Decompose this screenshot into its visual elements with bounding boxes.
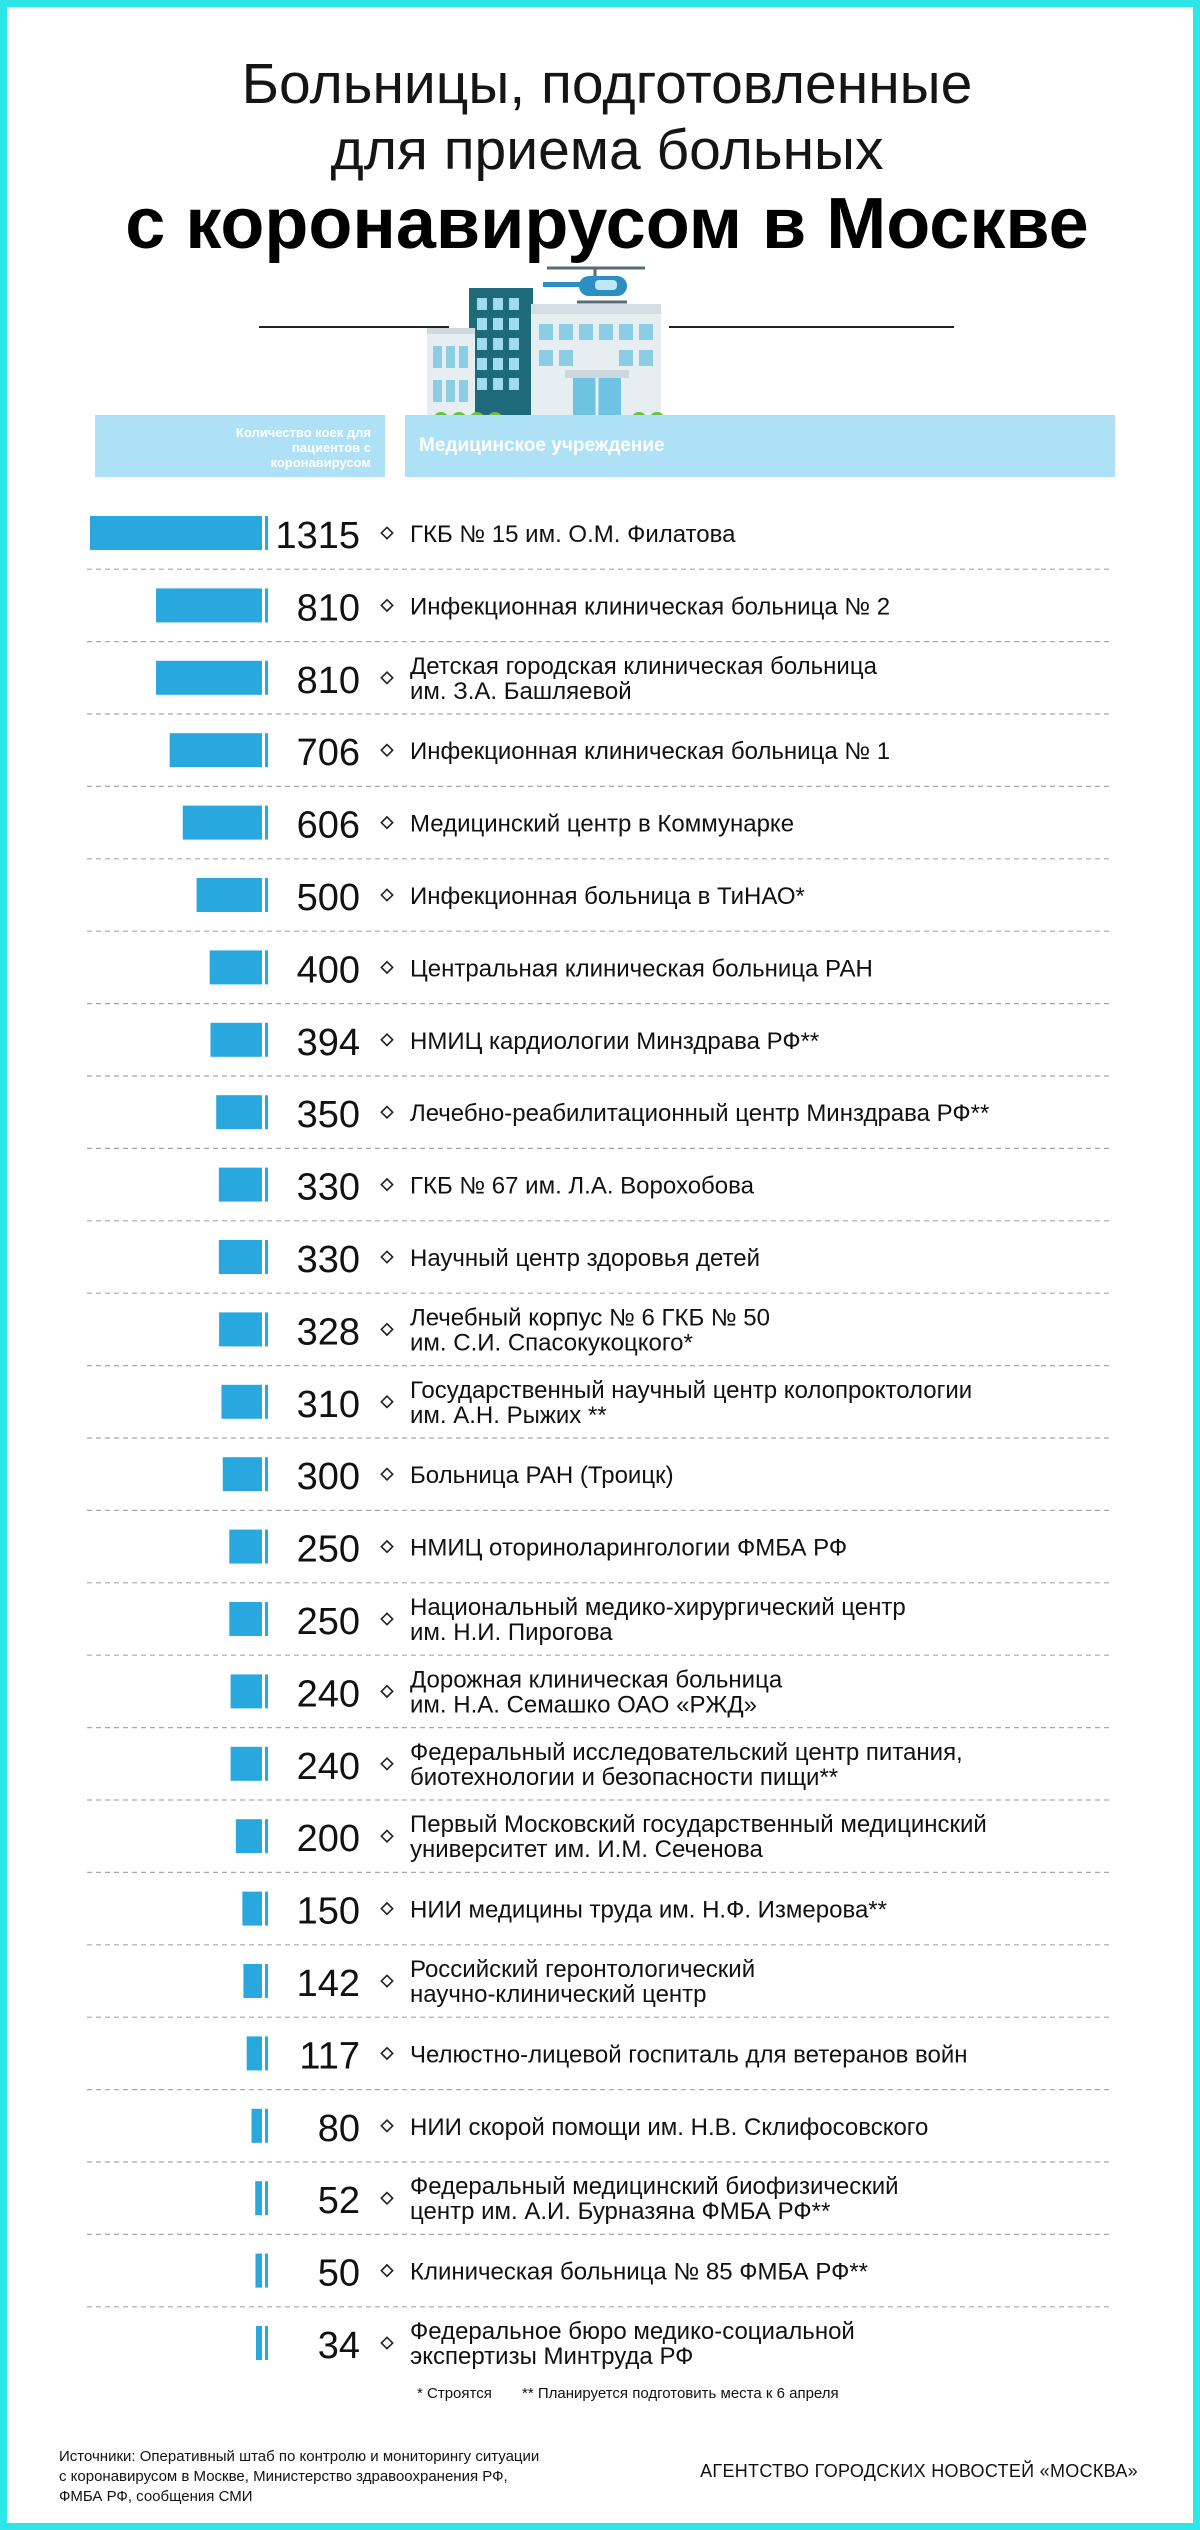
sources-line-1: Источники: Оперативный штаб по контролю и мониторингу ситуации xyxy=(59,2448,540,2465)
bullet-icon xyxy=(381,2048,392,2059)
bar xyxy=(229,1530,262,1564)
chart-row xyxy=(87,949,1109,1003)
institution-label-line: им. А.Н. Рыжих ** xyxy=(410,1401,607,1429)
bar-accent xyxy=(265,733,268,767)
institution-label: ГКБ № 15 им. О.М. Филатова xyxy=(410,521,736,548)
bar-accent xyxy=(265,1819,268,1853)
bullet-icon xyxy=(381,600,392,611)
bullet-icon xyxy=(381,1034,392,1045)
footnote-star1: * Строятся xyxy=(417,2385,492,2402)
chart-row xyxy=(87,1666,1109,1727)
institution-column-header xyxy=(405,415,1115,477)
institution-label xyxy=(410,1956,755,2008)
value-label: 150 xyxy=(296,1890,360,1933)
value-label: 240 xyxy=(296,1745,360,1788)
bullet-icon xyxy=(381,2265,392,2276)
bar xyxy=(210,950,262,984)
value-label: 394 xyxy=(296,1021,360,1064)
institution-label-line: научно-клинический центр xyxy=(410,1981,707,2008)
bar-accent xyxy=(265,2181,268,2215)
chart-row xyxy=(87,1594,1109,1655)
bar xyxy=(90,516,262,550)
bullet-icon xyxy=(381,745,392,756)
institution-label-line: Федеральный исследовательский центр питания, xyxy=(410,1738,963,1766)
bar-accent xyxy=(265,1385,268,1419)
value-label: 706 xyxy=(296,732,360,775)
value-label: 300 xyxy=(296,1456,360,1499)
bar-accent xyxy=(265,1674,268,1708)
institution-label: Лечебно-реабилитационный центр Минздрава РФ** xyxy=(410,1100,990,1128)
institution-label-line: экспертизы Минтруда РФ xyxy=(410,2343,694,2370)
institution-label: НИИ медицины труда им. Н.Ф. Измерова** xyxy=(410,1896,887,1924)
bar-accent xyxy=(265,2326,268,2360)
bar-accent xyxy=(265,806,268,840)
chart-row xyxy=(87,1094,1109,1148)
institution-label: Научный центр здоровья детей xyxy=(410,1245,761,1272)
institution-label: Челюстно-лицевой госпиталь для ветеранов войн xyxy=(410,2041,968,2069)
value-label: 34 xyxy=(317,2325,360,2367)
value-label: 330 xyxy=(296,1239,360,1281)
chart-row xyxy=(87,2035,1109,2089)
bullet-icon xyxy=(381,2193,392,2204)
institution-label: Инфекционная клиническая больница № 1 xyxy=(410,738,891,766)
title-line-1: Больницы, подготовленные xyxy=(241,52,973,116)
bullet-icon xyxy=(381,1541,392,1552)
institution-label-line: Дорожная клиническая больница xyxy=(410,1666,783,1694)
bar-accent xyxy=(265,1168,268,1202)
bar xyxy=(255,2181,262,2215)
bar xyxy=(252,2109,262,2143)
title-block xyxy=(7,51,1200,265)
beds-column-header-label: Количество коек для пациентов с коронавирусом xyxy=(235,425,371,470)
bullet-icon xyxy=(381,527,392,538)
chart-row xyxy=(87,732,1109,786)
bullet-icon xyxy=(381,1396,392,1407)
value-label: 310 xyxy=(296,1383,360,1426)
beds-column-header xyxy=(95,415,385,477)
bar-accent xyxy=(265,2254,268,2288)
bar xyxy=(156,661,262,695)
value-label: 240 xyxy=(296,1673,360,1716)
bullet-icon xyxy=(381,1324,392,1335)
value-label: 330 xyxy=(296,1166,360,1209)
value-label: 117 xyxy=(299,2035,360,2078)
value-label: 1315 xyxy=(275,515,360,557)
institution-label xyxy=(410,653,878,705)
institution-label xyxy=(410,2318,855,2370)
chart-row xyxy=(87,515,1109,569)
chart-row xyxy=(87,1891,1109,1945)
institution-label-line: им. Н.А. Семашко ОАО «РЖД» xyxy=(410,1691,757,1719)
bullet-icon xyxy=(381,2337,392,2348)
bullet-icon xyxy=(381,672,392,683)
title-line-2: для приема больных xyxy=(330,118,884,182)
institution-label xyxy=(410,1811,987,1863)
value-label: 50 xyxy=(317,2252,360,2295)
bullet-icon xyxy=(381,1686,392,1697)
bar-accent xyxy=(265,1095,268,1129)
bar-accent xyxy=(265,2036,268,2070)
bar xyxy=(219,1312,262,1346)
bar xyxy=(256,2326,262,2360)
institution-label: НИИ скорой помощи им. Н.В. Склифосовского xyxy=(410,2113,929,2141)
institution-label-line: Федеральный медицинский биофизический xyxy=(410,2173,899,2201)
bar-accent xyxy=(265,1892,268,1926)
chart-row xyxy=(87,805,1109,859)
value-label: 810 xyxy=(296,659,360,702)
institution-label: Инфекционная клиническая больница № 2 xyxy=(410,593,891,621)
institution-label-line: Лечебный корпус № 6 ГКБ № 50 xyxy=(410,1304,770,1332)
institution-label-line: Государственный научный центр колопроктологии xyxy=(410,1376,973,1404)
bar xyxy=(229,1602,262,1636)
bar xyxy=(255,2254,262,2288)
bar-accent xyxy=(265,2109,268,2143)
chart-row xyxy=(87,1529,1109,1583)
bar xyxy=(242,1892,262,1926)
institution-label-line: Национальный медико-хирургический центр xyxy=(410,1594,906,1621)
bar xyxy=(231,1674,262,1708)
bar-accent xyxy=(265,516,268,550)
title-rule-left xyxy=(259,326,449,328)
institution-label-line: им. Н.И. Пирогова xyxy=(410,1619,613,1646)
bullet-icon xyxy=(381,1903,392,1914)
hospital-building-icon xyxy=(427,262,677,427)
institution-label: НМИЦ оториноларингологии ФМБА РФ xyxy=(410,1534,848,1562)
institution-label: Инфекционная больница в ТиНАО* xyxy=(410,883,805,910)
bar-accent xyxy=(265,1747,268,1781)
chart-row xyxy=(87,877,1109,931)
chart-row xyxy=(87,1167,1109,1221)
bar xyxy=(216,1095,262,1129)
institution-label xyxy=(410,1666,783,1718)
institution-label-line: им. З.А. Башляевой xyxy=(410,677,632,705)
institution-label xyxy=(410,2173,899,2225)
bullet-icon xyxy=(381,1613,392,1624)
value-label: 606 xyxy=(296,804,360,847)
chart-row xyxy=(87,587,1109,641)
institution-label-line: Первый Московский государственный медицинский xyxy=(410,1811,987,1839)
institution-label-line: центр им. А.И. Бурназяна ФМБА РФ** xyxy=(410,2198,831,2226)
chart-row xyxy=(87,1739,1109,1800)
bar-accent xyxy=(265,1457,268,1491)
bar xyxy=(197,878,262,912)
bullet-icon xyxy=(381,1758,392,1769)
bar xyxy=(221,1385,262,1419)
bullet-icon xyxy=(381,1975,392,1986)
agency-credit: АГЕНТСТВО ГОРОДСКИХ НОВОСТЕЙ «МОСКВА» xyxy=(700,2461,1138,2481)
institution-label-line: Федеральное бюро медико-социальной xyxy=(410,2318,855,2345)
bar-accent xyxy=(265,661,268,695)
bullet-icon xyxy=(381,1107,392,1118)
value-label: 52 xyxy=(317,2180,360,2223)
chart-row xyxy=(256,2318,855,2370)
bullet-icon xyxy=(381,1179,392,1190)
chart-row xyxy=(87,2253,1109,2307)
value-label: 400 xyxy=(296,949,360,992)
institution-label: Больница РАН (Троицк) xyxy=(410,1462,674,1490)
institution-label-line: Детская городская клиническая больница xyxy=(410,652,877,680)
chart-row xyxy=(87,2173,1109,2234)
bar-accent xyxy=(265,588,268,622)
bar xyxy=(247,2036,262,2070)
institution-label: ГКБ № 67 им. Л.А. Ворохобова xyxy=(410,1172,754,1200)
bullet-icon xyxy=(381,962,392,973)
bar-accent xyxy=(265,878,268,912)
institution-label-line: им. С.И. Спасокукоцкого* xyxy=(410,1329,693,1357)
institution-label xyxy=(410,1739,963,1791)
helicopter-icon xyxy=(543,268,645,302)
value-label: 328 xyxy=(296,1311,360,1354)
chart-row xyxy=(87,1956,1109,2017)
bar-accent xyxy=(265,1312,268,1346)
bullet-icon xyxy=(381,1831,392,1842)
sources-line-2: с коронавирусом в Москве, Министерство здравоохранения РФ, xyxy=(59,2468,508,2485)
bar-accent xyxy=(265,950,268,984)
value-label: 250 xyxy=(296,1528,360,1571)
bar-accent xyxy=(265,1240,268,1274)
title-rule-right xyxy=(669,326,954,328)
sources-line-3: ФМБА РФ, сообщения СМИ xyxy=(59,2488,253,2505)
chart-row xyxy=(87,1239,1109,1293)
value-label: 250 xyxy=(296,1601,360,1643)
bar xyxy=(210,1023,262,1057)
chart-row xyxy=(87,1304,1109,1365)
bar xyxy=(219,1168,262,1202)
institution-label-line: биотехнологии и безопасности пищи** xyxy=(410,1763,839,1791)
value-label: 500 xyxy=(296,877,360,919)
institution-label: Клиническая больница № 85 ФМБА РФ** xyxy=(410,2258,869,2286)
bullet-icon xyxy=(381,1469,392,1480)
institution-label xyxy=(410,1594,906,1646)
institution-label-line: университет им. И.М. Сеченова xyxy=(410,1836,763,1864)
institution-column-header-label: Медицинское учреждение xyxy=(419,435,665,456)
sources-block xyxy=(59,2447,619,2507)
bar xyxy=(183,806,262,840)
chart-row xyxy=(87,653,1109,714)
bullet-icon xyxy=(381,1251,392,1262)
bar xyxy=(170,733,262,767)
institution-label: НМИЦ кардиологии Минздрава РФ** xyxy=(410,1027,820,1055)
bullet-icon xyxy=(381,2120,392,2131)
bar-accent xyxy=(265,1602,268,1636)
institution-label-line: Российский геронтологический xyxy=(410,1956,756,1983)
institution-label: Центральная клиническая больница РАН xyxy=(410,955,873,983)
bar xyxy=(243,1964,262,1998)
value-label: 200 xyxy=(296,1818,360,1861)
bullet-icon xyxy=(381,889,392,900)
bar-accent xyxy=(265,1964,268,1998)
bar-accent xyxy=(265,1023,268,1057)
bar xyxy=(219,1240,262,1274)
institution-label xyxy=(410,1377,972,1429)
value-label: 350 xyxy=(296,1094,360,1137)
footnote-star2: ** Планируется подготовить места к 6 апреля xyxy=(522,2385,839,2402)
bar xyxy=(156,588,262,622)
chart-row xyxy=(87,2108,1109,2162)
institution-label: Медицинский центр в Коммунарке xyxy=(410,810,795,838)
chart-row xyxy=(87,1811,1109,1872)
value-label: 810 xyxy=(296,587,360,630)
title-line-3: с коронавирусом в Москве xyxy=(125,184,1089,264)
bar xyxy=(223,1457,262,1491)
value-label: 80 xyxy=(317,2107,360,2150)
value-label: 142 xyxy=(296,1963,360,2005)
institution-label xyxy=(410,1304,770,1356)
bar xyxy=(236,1819,262,1853)
bar-accent xyxy=(265,1530,268,1564)
beds-bar-chart xyxy=(7,497,1200,2387)
chart-row xyxy=(87,1456,1109,1510)
chart-row xyxy=(87,1022,1109,1076)
bar xyxy=(231,1747,262,1781)
chart-row xyxy=(87,1377,1109,1438)
bullet-icon xyxy=(381,817,392,828)
